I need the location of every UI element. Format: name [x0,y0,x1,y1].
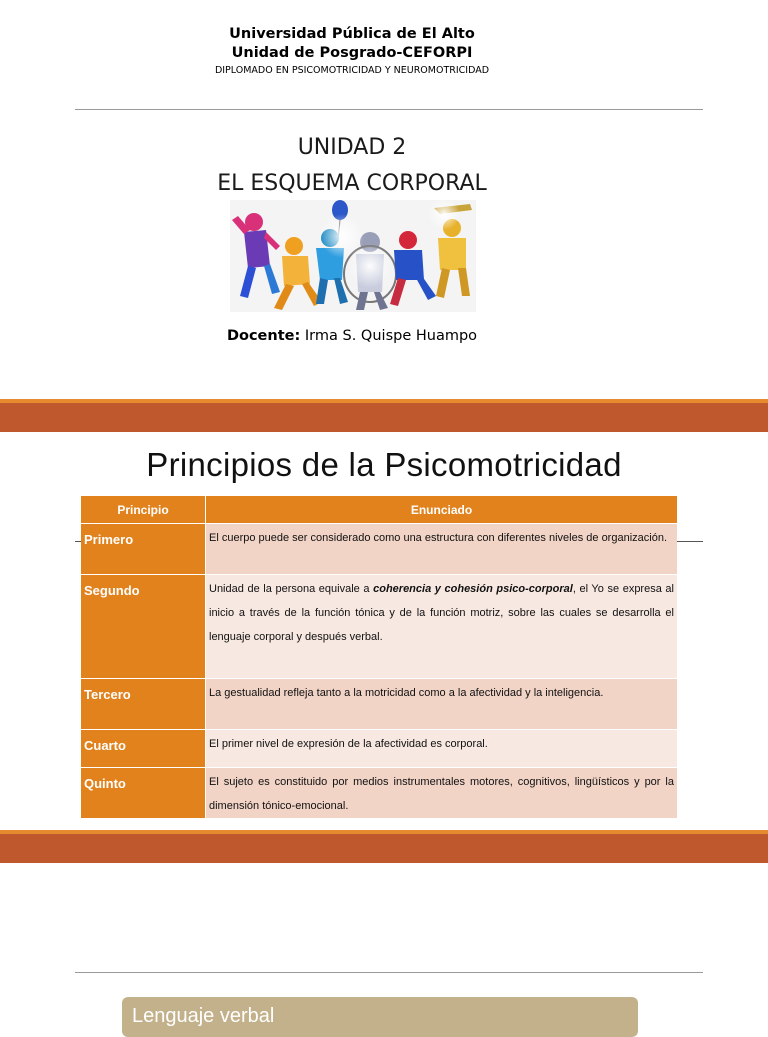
children-playing-illustration [230,200,476,312]
principio-cell: Tercero [81,679,206,730]
enunciado-emphasis: coherencia y cohesión psico-corporal [373,583,573,595]
lenguaje-verbal-title: Lenguaje verbal [132,1005,275,1027]
enunciado-text-pre: Unidad de la persona equivale a [209,583,374,595]
principio-cell: Quinto [81,768,206,819]
right-divider-stub [677,541,703,542]
principio-cell: Segundo [81,575,206,679]
unit-number: UNIDAD 2 [297,135,407,160]
lenguaje-verbal-box [122,997,638,1037]
docente-label: Docente: [226,328,301,344]
column-header-principio: Principio [81,496,206,524]
unit-title: EL ESQUEMA CORPORAL [217,171,487,196]
docente-name: Irma S. Quispe Huampo [304,328,478,344]
enunciado-cell: La gestualidad refleja tanto a la motricidad como a la afectividad y la inteligencia. [206,679,678,730]
enunciado-cell: El sujeto es constituido por medios instrumentales motores, cognitivos, lingüísticos y por la dimensión tónico-emocional. [206,768,678,819]
postgrad-unit: Unidad de Posgrado-CEFORPI [231,45,473,61]
enunciado-cell: El cuerpo puede ser considerado como una estructura con diferentes niveles de organización. [206,524,678,575]
slide-title: Principios de la Psicomotricidad [146,446,622,483]
table-header-row [81,496,677,524]
table-row [81,679,677,730]
enunciado-text-post: , el Yo se expresa al inicio a través de la función tónica y de la función motriz, sobre las cuales se desarrolla el lenguaje corporal y después verbal. [209,583,674,643]
docente-line [0,328,704,344]
principio-cell: Cuarto [81,730,206,768]
principles-table [81,496,677,818]
table-row [81,524,677,575]
slide-bottom-band [0,834,768,863]
table-row [81,768,677,819]
enunciado-cell [206,575,678,679]
table-row [81,730,677,768]
column-header-enunciado: Enunciado [206,496,678,524]
university-name: Universidad Pública de El Alto [229,26,475,42]
slide-top-band [0,403,768,432]
program-name: DIPLOMADO EN PSICOMOTRICIDAD Y NEUROMOTRICIDAD [214,65,490,76]
table-row [81,575,677,679]
header-divider [75,109,703,110]
enunciado-cell: El primer nivel de expresión de la afectividad es corporal. [206,730,678,768]
next-page-divider [75,972,703,973]
principio-cell: Primero [81,524,206,575]
